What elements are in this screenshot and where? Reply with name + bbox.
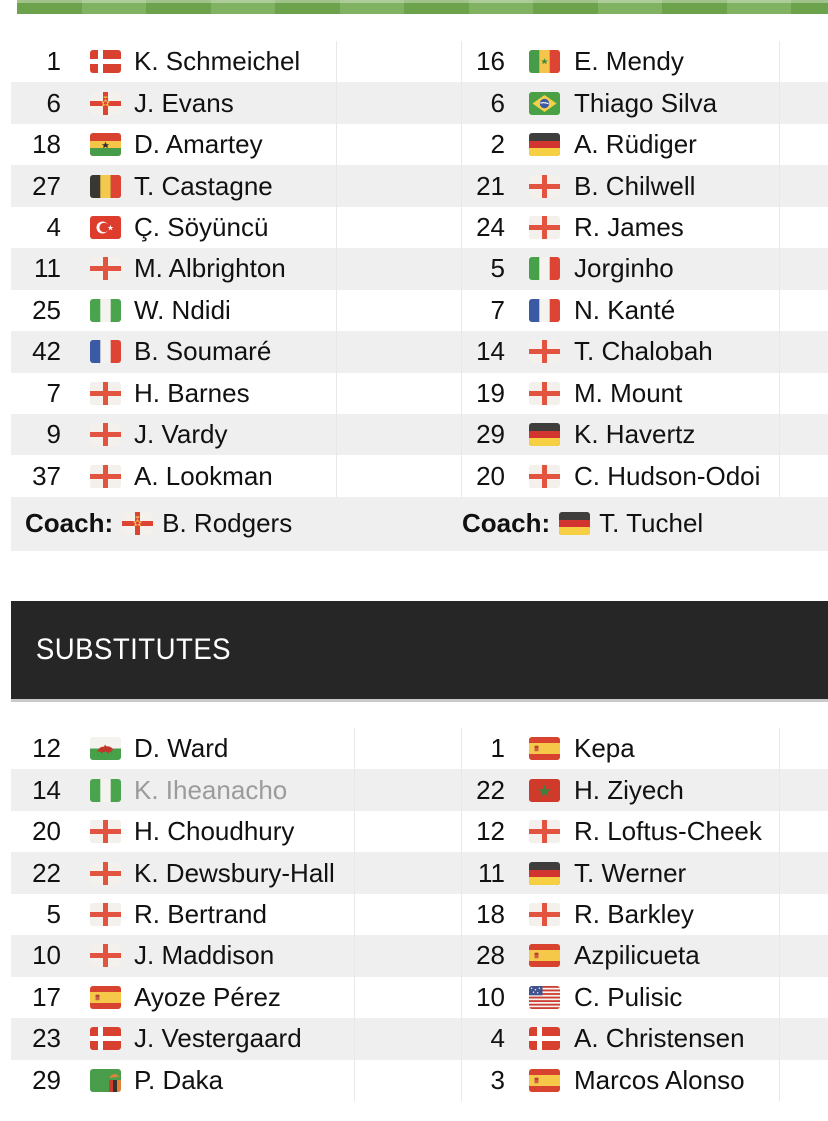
player-name[interactable]: Jorginho: [574, 253, 674, 284]
player-name[interactable]: E. Mendy: [574, 46, 684, 77]
away-coach: [462, 497, 703, 551]
player-row: [11, 1018, 828, 1059]
flag-england-icon: [90, 423, 121, 446]
flag-spain-icon: [90, 986, 121, 1009]
flag-denmark-icon: [529, 1027, 560, 1050]
player-cell: [61, 248, 337, 289]
column-gap: [355, 1018, 462, 1059]
player-cell: [61, 1018, 355, 1059]
player-name[interactable]: R. Barkley: [574, 898, 694, 929]
flag-ghana-icon: [90, 133, 121, 156]
flag-england-icon: [529, 382, 560, 405]
player-number: 37: [32, 460, 61, 491]
player-name[interactable]: T. Castagne: [134, 170, 273, 201]
player-name[interactable]: R. Bertrand: [134, 898, 267, 929]
player-cell: [61, 1060, 355, 1101]
row-tail: [780, 41, 828, 82]
player-number: 24: [476, 211, 505, 242]
player-number: 42: [32, 336, 61, 367]
column-gap: [355, 977, 462, 1018]
player-row: [11, 852, 828, 893]
player-row: [11, 331, 828, 372]
player-cell: [505, 290, 780, 331]
player-cell: [505, 935, 780, 976]
player-number: 6: [46, 87, 61, 118]
player-cell: [505, 894, 780, 935]
row-tail: [780, 82, 828, 123]
player-cell: [505, 414, 780, 455]
player-number: 12: [32, 733, 61, 764]
player-cell: [61, 41, 337, 82]
player-name[interactable]: W. Ndidi: [134, 294, 231, 325]
player-name[interactable]: Kepa: [574, 733, 635, 764]
player-number: 29: [32, 1064, 61, 1095]
player-cell: [61, 728, 355, 769]
player-cell: [61, 455, 337, 496]
flag-england-icon: [90, 862, 121, 885]
row-tail: [780, 769, 828, 810]
player-cell: [61, 82, 337, 123]
player-name[interactable]: C. Hudson-Odoi: [574, 460, 761, 491]
column-gap: [337, 290, 462, 331]
player-number: 11: [34, 253, 61, 284]
player-cell: [505, 248, 780, 289]
player-row: [11, 248, 828, 289]
row-tail: [780, 894, 828, 935]
row-tail: [780, 207, 828, 248]
player-name[interactable]: D. Ward: [134, 733, 229, 764]
coach-label: Coach:: [25, 508, 114, 539]
player-name[interactable]: P. Daka: [134, 1064, 224, 1095]
player-name[interactable]: Marcos Alonso: [574, 1064, 745, 1095]
flag-england-icon: [90, 465, 121, 488]
row-tail: [780, 373, 828, 414]
flag-morocco-icon: [529, 779, 560, 802]
player-number: 5: [490, 253, 505, 284]
coach-row: [11, 497, 828, 551]
player-name[interactable]: Ayoze Pérez: [134, 981, 281, 1012]
player-number: 20: [476, 460, 505, 491]
column-gap: [337, 165, 462, 206]
flag-england-icon: [529, 465, 560, 488]
row-tail: [780, 124, 828, 165]
player-row: [11, 124, 828, 165]
substitutes-rows: [11, 728, 828, 1101]
flag-england-icon: [90, 903, 121, 926]
player-cell: [61, 894, 355, 935]
flag-england-icon: [90, 944, 121, 967]
column-gap: [337, 455, 462, 496]
player-name[interactable]: J. Maddison: [134, 940, 275, 971]
player-row: [11, 373, 828, 414]
player-name[interactable]: A. Rüdiger: [574, 129, 697, 160]
row-tail: [780, 977, 828, 1018]
player-name[interactable]: A. Christensen: [574, 1023, 745, 1054]
player-name[interactable]: H. Barnes: [134, 377, 250, 408]
flag-belgium-icon: [90, 175, 121, 198]
player-cell: [505, 82, 780, 123]
flag-turkey-icon: [90, 216, 121, 239]
player-name[interactable]: H. Ziyech: [574, 774, 684, 805]
column-gap: [337, 331, 462, 372]
player-number: 11: [478, 857, 505, 888]
substitutes-title: SUBSTITUTES: [35, 633, 232, 666]
flag-usa-icon: [529, 986, 560, 1009]
starting-lineups-table: [11, 41, 828, 551]
player-number: 4: [490, 1023, 505, 1054]
player-cell: [505, 41, 780, 82]
flag-england-icon: [529, 175, 560, 198]
flag-germany-icon: [529, 133, 560, 156]
player-cell: [61, 373, 337, 414]
player-row: [11, 935, 828, 976]
column-gap: [355, 852, 462, 893]
player-row: [11, 728, 828, 769]
coach-label: Coach:: [462, 508, 551, 539]
flag-england-icon: [529, 216, 560, 239]
flag-brazil-icon: [529, 92, 560, 115]
player-cell: [61, 935, 355, 976]
column-gap: [337, 207, 462, 248]
player-number: 4: [46, 211, 61, 242]
column-gap: [355, 1060, 462, 1101]
player-cell: [61, 811, 355, 852]
player-cell: [61, 207, 337, 248]
flag-italy-icon: [529, 257, 560, 280]
player-number: 28: [476, 940, 505, 971]
player-number: 29: [476, 419, 505, 450]
player-row: [11, 1060, 828, 1101]
player-row: [11, 165, 828, 206]
row-tail: [780, 165, 828, 206]
player-cell: [505, 124, 780, 165]
coach-name[interactable]: B. Rodgers: [162, 508, 293, 539]
player-row: [11, 414, 828, 455]
column-gap: [355, 935, 462, 976]
player-name[interactable]: K. Schmeichel: [134, 46, 301, 77]
player-cell: [505, 1018, 780, 1059]
substitutes-header: [11, 601, 828, 702]
player-row: [11, 82, 828, 123]
player-cell: [505, 1060, 780, 1101]
column-gap: [355, 728, 462, 769]
player-cell: [505, 455, 780, 496]
flag-spain-icon: [529, 1069, 560, 1092]
flag-germany-icon: [559, 512, 590, 535]
player-number: 5: [46, 898, 61, 929]
flag-nigeria-icon: [90, 299, 121, 322]
player-cell: [61, 977, 355, 1018]
player-number: 1: [490, 733, 505, 764]
player-name[interactable]: K. Dewsbury-Hall: [134, 857, 335, 888]
player-name[interactable]: D. Amartey: [134, 129, 263, 160]
row-tail: [780, 455, 828, 496]
row-tail: [780, 331, 828, 372]
player-cell: [61, 165, 337, 206]
player-number: 1: [46, 46, 61, 77]
flag-spain-icon: [529, 737, 560, 760]
player-name[interactable]: Thiago Silva: [574, 87, 718, 118]
player-name[interactable]: C. Pulisic: [574, 981, 683, 1012]
player-row: [11, 455, 828, 496]
flag-england-icon: [90, 382, 121, 405]
column-gap: [337, 82, 462, 123]
player-name[interactable]: R. James: [574, 211, 684, 242]
player-number: 18: [476, 898, 505, 929]
flag-denmark-icon: [90, 1027, 121, 1050]
coach-name[interactable]: T. Tuchel: [599, 508, 704, 539]
player-name[interactable]: J. Evans: [134, 87, 234, 118]
player-row: [11, 290, 828, 331]
player-number: 12: [476, 816, 505, 847]
row-tail: [780, 728, 828, 769]
player-cell: [505, 728, 780, 769]
row-tail: [780, 935, 828, 976]
player-cell: [61, 331, 337, 372]
row-tail: [780, 811, 828, 852]
player-row: [11, 207, 828, 248]
player-name[interactable]: R. Loftus-Cheek: [574, 816, 762, 847]
player-number: 21: [476, 170, 505, 201]
flag-germany-icon: [529, 423, 560, 446]
column-gap: [337, 414, 462, 455]
player-cell: [505, 207, 780, 248]
player-row: [11, 811, 828, 852]
column-gap: [355, 894, 462, 935]
player-number: 3: [490, 1064, 505, 1095]
player-name[interactable]: J. Vardy: [134, 419, 228, 450]
column-gap: [337, 248, 462, 289]
flag-france-icon: [529, 299, 560, 322]
player-name[interactable]: K. Iheanacho: [134, 774, 288, 805]
row-tail: [780, 1018, 828, 1059]
flag-denmark-icon: [90, 50, 121, 73]
player-name[interactable]: N. Kanté: [574, 294, 676, 325]
player-name[interactable]: T. Werner: [574, 857, 687, 888]
column-gap: [337, 41, 462, 82]
flag-france-icon: [90, 340, 121, 363]
column-gap: [337, 124, 462, 165]
player-cell: [61, 290, 337, 331]
row-tail: [780, 248, 828, 289]
row-tail: [780, 290, 828, 331]
row-tail: [780, 1060, 828, 1101]
player-number: 7: [490, 294, 505, 325]
player-number: 27: [32, 170, 61, 201]
player-name[interactable]: M. Albrighton: [134, 253, 286, 284]
player-row: [11, 769, 828, 810]
row-tail: [780, 414, 828, 455]
player-number: 18: [32, 129, 61, 160]
player-cell: [505, 373, 780, 414]
player-number: 23: [32, 1023, 61, 1054]
player-number: 25: [32, 294, 61, 325]
player-name[interactable]: T. Chalobah: [574, 336, 713, 367]
player-cell: [505, 331, 780, 372]
player-name[interactable]: K. Havertz: [574, 419, 696, 450]
flag-zambia-icon: [90, 1069, 121, 1092]
player-number: 22: [32, 857, 61, 888]
flag-england-icon: [529, 340, 560, 363]
home-coach: [11, 508, 292, 539]
flag-england-icon: [90, 257, 121, 280]
player-number: 14: [476, 336, 505, 367]
flag-germany-icon: [529, 862, 560, 885]
player-cell: [505, 977, 780, 1018]
flag-senegal-icon: [529, 50, 560, 73]
player-cell: [505, 165, 780, 206]
player-number: 6: [490, 87, 505, 118]
player-number: 14: [32, 774, 61, 805]
player-number: 10: [476, 981, 505, 1012]
flag-spain-icon: [529, 944, 560, 967]
player-name[interactable]: H. Choudhury: [134, 816, 295, 847]
player-number: 9: [46, 419, 61, 450]
player-name[interactable]: Ç. Söyüncü: [134, 211, 269, 242]
player-cell: [61, 414, 337, 455]
substitutes-table: [11, 728, 828, 1101]
pitch-stripe-bar: [17, 0, 828, 14]
player-name[interactable]: J. Vestergaard: [134, 1023, 302, 1054]
flag-nigeria-icon: [90, 779, 121, 802]
player-number: 2: [490, 129, 505, 160]
player-row: [11, 977, 828, 1018]
row-tail: [780, 852, 828, 893]
player-number: 10: [32, 940, 61, 971]
player-number: 7: [46, 377, 61, 408]
player-name[interactable]: A. Lookman: [134, 460, 273, 491]
column-gap: [355, 811, 462, 852]
flag-england-icon: [90, 820, 121, 843]
player-name[interactable]: Azpilicueta: [574, 940, 700, 971]
column-gap: [337, 373, 462, 414]
player-name[interactable]: M. Mount: [574, 377, 683, 408]
player-name[interactable]: B. Chilwell: [574, 170, 696, 201]
player-number: 16: [476, 46, 505, 77]
player-number: 17: [32, 981, 61, 1012]
player-cell: [505, 769, 780, 810]
player-cell: [505, 811, 780, 852]
player-number: 22: [476, 774, 505, 805]
lineup-rows: [11, 41, 828, 497]
flag-northern-ireland-icon: [90, 92, 121, 115]
player-row: [11, 894, 828, 935]
player-number: 20: [32, 816, 61, 847]
column-gap: [355, 769, 462, 810]
player-cell: [61, 124, 337, 165]
flag-england-icon: [529, 903, 560, 926]
flag-northern-ireland-icon: [122, 512, 153, 535]
flag-wales-icon: [90, 737, 121, 760]
player-cell: [505, 852, 780, 893]
player-cell: [61, 852, 355, 893]
player-name[interactable]: B. Soumaré: [134, 336, 272, 367]
player-cell: [61, 769, 355, 810]
player-row: [11, 41, 828, 82]
player-number: 19: [476, 377, 505, 408]
flag-england-icon: [529, 820, 560, 843]
